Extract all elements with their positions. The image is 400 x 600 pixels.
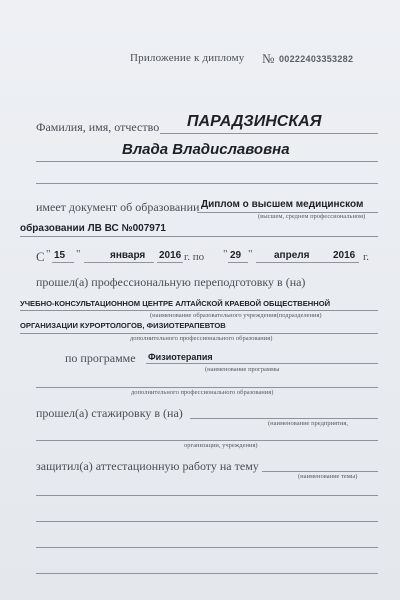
additional-education-hint-1: дополнительного профессионального образования): [130, 335, 273, 342]
day-to-underline: [228, 262, 248, 263]
document-value-line-2: образовании ЛВ ВС №007971: [20, 223, 166, 234]
additional-education-hint-2: дополнительного профессионального образования): [131, 389, 274, 396]
organization-hint: организации, учреждения): [184, 442, 258, 449]
program-label: по программе: [65, 351, 136, 365]
program-hint: (наименование программы: [205, 366, 280, 373]
period-from-label: С: [36, 249, 45, 264]
program-value: Физиотерапия: [148, 352, 213, 362]
institution-underline-1: [20, 310, 378, 311]
given-names-value: Влада Владиславовна: [122, 141, 290, 158]
day-from-underline: [52, 262, 74, 263]
year-from-underline: [157, 262, 183, 263]
given-names-underline: [36, 161, 378, 162]
document-underline-2: [20, 236, 378, 237]
document-hint: (высшем, среднем профессиональном): [258, 213, 366, 220]
blank-line: [36, 183, 378, 184]
month-to: апреля: [274, 250, 310, 261]
institution-line-1: УЧЕБНО-КОНСУЛЬТАЦИОННОМ ЦЕНТРЕ АЛТАЙСКОЙ КРАЕВОЙ ОБЩЕСТВЕННОЙ: [20, 299, 331, 308]
surname-value: ПАРАДЗИНСКАЯ: [187, 113, 322, 130]
internship-label: прошел(а) стажировку в (на): [36, 406, 183, 420]
document-value-line-1: Диплом о высшем медицинском: [201, 199, 364, 210]
quote-close-2: ": [248, 248, 253, 260]
number-sign: №: [262, 51, 275, 66]
year-suffix-1: г. по: [184, 251, 205, 263]
quote-open-2: ": [223, 248, 228, 260]
institution-hint: (наименование образовательного учреждения(подразделения): [150, 312, 322, 319]
surname-underline: [160, 133, 378, 134]
thesis-line-3: [36, 547, 378, 548]
institution-line-2: ОРГАНИЗАЦИИ КУРОРТОЛОГОВ, ФИЗИОТЕРАПЕВТОВ: [20, 321, 226, 330]
internship-underline: [190, 418, 378, 419]
program-underline: [146, 363, 378, 364]
retraining-label: прошел(а) профессиональную переподготовку в (на): [36, 275, 306, 289]
internship-underline-2: [36, 440, 378, 441]
month-from-underline: [84, 262, 154, 263]
day-from: 15: [54, 250, 66, 261]
thesis-line-2: [36, 521, 378, 522]
appendix-label: Приложение к диплому: [130, 52, 245, 64]
full-name-label: Фамилия, имя, отчество: [36, 120, 160, 134]
quote-close-1: ": [76, 248, 81, 260]
month-from: января: [110, 250, 146, 261]
document-label: имеет документ об образовании: [36, 200, 200, 214]
month-to-underline: [256, 262, 336, 263]
thesis-line-4: [36, 573, 378, 574]
year-suffix-2: г.: [363, 251, 370, 263]
year-to-underline: [331, 262, 359, 263]
thesis-line-1: [36, 495, 378, 496]
year-from: 2016: [159, 250, 182, 261]
thesis-hint: (наименование темы): [298, 473, 358, 480]
internship-hint: (наименование предприятия,: [268, 420, 349, 427]
thesis-underline: [262, 471, 378, 472]
day-to: 29: [230, 250, 242, 261]
year-to: 2016: [333, 250, 356, 261]
program-underline-2: [36, 387, 378, 388]
institution-underline-2: [20, 333, 378, 334]
quote-open-1: ": [46, 248, 51, 260]
diploma-number: 00222403353282: [279, 54, 354, 64]
thesis-label: защитил(а) аттестационную работу на тему: [36, 459, 259, 473]
